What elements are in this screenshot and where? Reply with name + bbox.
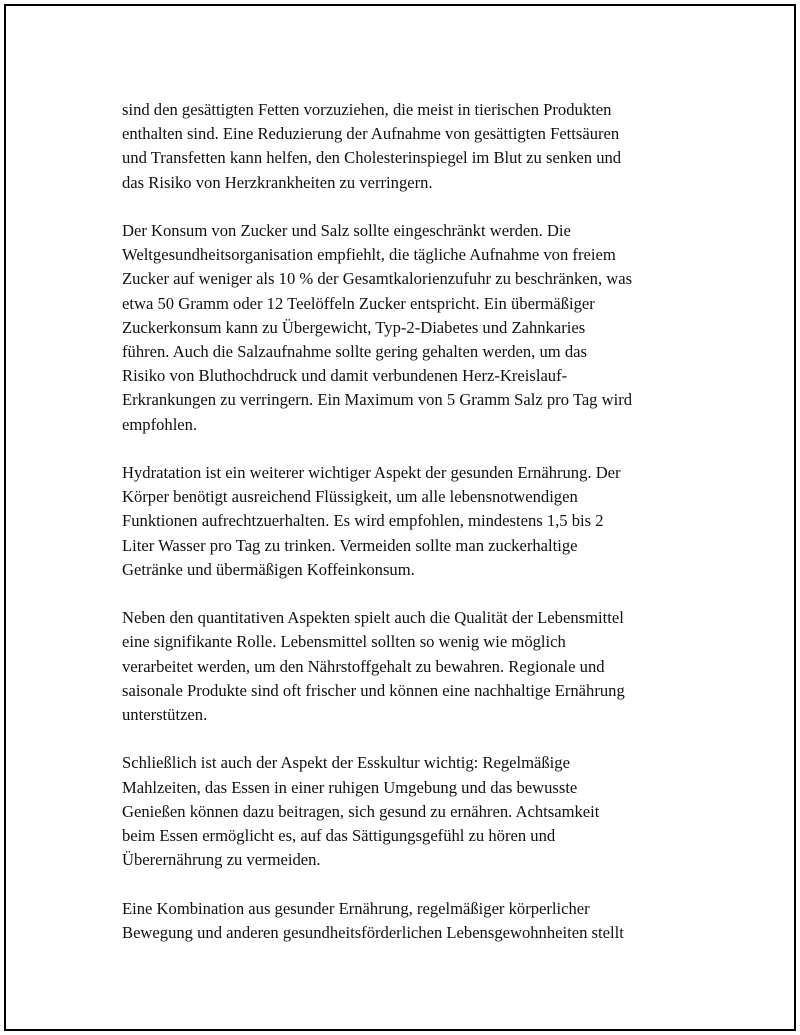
text-line: Genießen können dazu beitragen, sich gesund zu ernähren. Achtsamkeit (122, 801, 600, 821)
text-line: Schließlich ist auch der Aspekt der Esskultur wichtig: Regelmäßige (122, 753, 570, 773)
page-frame (4, 4, 796, 1031)
text-line: sind den gesättigten Fetten vorzuziehen, die meist in tierischen Produkten (122, 100, 612, 119)
text-line: Weltgesundheitsorganisation empfiehlt, die tägliche Aufnahme von freiem (122, 245, 616, 265)
text-line: Eine Kombination aus gesunder Ernährung, regelmäßiger körperlicher (122, 898, 590, 918)
text-line: saisonale Produkte sind oft frischer und können eine nachhaltige Ernährung (122, 680, 625, 700)
paragraph (122, 219, 702, 437)
text-line: Liter Wasser pro Tag zu trinken. Vermeiden sollte man zuckerhaltige (122, 535, 578, 555)
text-line: Überernährung zu vermeiden. (122, 850, 321, 870)
text-line: Funktionen aufrechtzuerhalten. Es wird empfohlen, mindestens 1,5 bis 2 (122, 511, 604, 531)
text-line: Mahlzeiten, das Essen in einer ruhigen Umgebung und das bewusste (122, 777, 578, 797)
document-body (122, 98, 702, 945)
text-line: Neben den quantitativen Aspekten spielt auch die Qualität der Lebensmittel (122, 608, 624, 628)
text-line: Körper benötigt ausreichend Flüssigkeit, um alle lebensnotwendigen (122, 487, 578, 507)
text-line: führen. Auch die Salzaufnahme sollte gering gehalten werden, um das (122, 342, 587, 362)
text-line: Bewegung und anderen gesundheitsförderlichen Lebensgewohnheiten stellt (122, 922, 624, 942)
text-line: Risiko von Bluthochdruck und damit verbundenen Herz-Kreislauf- (122, 366, 568, 386)
text-line: Getränke und übermäßigen Koffeinkonsum. (122, 559, 415, 579)
text-line: eine signifikante Rolle. Lebensmittel sollten so wenig wie möglich (122, 632, 566, 652)
text-line: beim Essen ermöglicht es, auf das Sättigungsgefühl zu hören und (122, 826, 556, 846)
text-line: empfohlen. (122, 414, 198, 434)
paragraph (122, 606, 702, 727)
text-line: enthalten sind. Eine Reduzierung der Aufnahme von gesättigten Fettsäuren (122, 124, 620, 144)
paragraph (122, 751, 702, 872)
text-line: etwa 50 Gramm oder 12 Teelöffeln Zucker entspricht. Ein übermäßiger (122, 293, 595, 313)
text-line: unterstützen. (122, 705, 208, 725)
paragraph (122, 98, 702, 195)
text-line: verarbeitet werden, um den Nährstoffgehalt zu bewahren. Regionale und (122, 656, 605, 676)
paragraph (122, 897, 702, 945)
paragraph (122, 461, 702, 582)
text-line: Hydratation ist ein weiterer wichtiger Aspekt der gesunden Ernährung. Der (122, 463, 621, 483)
text-line: Zuckerkonsum kann zu Übergewicht, Typ-2-Diabetes und Zahnkaries (122, 317, 586, 337)
text-line: Zucker auf weniger als 10 % der Gesamtkalorienzufuhr zu beschränken, was (122, 269, 633, 289)
text-line: Der Konsum von Zucker und Salz sollte eingeschränkt werden. Die (122, 221, 571, 240)
text-line: und Transfetten kann helfen, den Cholesterinspiegel im Blut zu senken und (122, 148, 622, 168)
text-line: das Risiko von Herzkrankheiten zu verringern. (122, 172, 433, 192)
text-line: Erkrankungen zu verringern. Ein Maximum von 5 Gramm Salz pro Tag wird (122, 390, 633, 410)
